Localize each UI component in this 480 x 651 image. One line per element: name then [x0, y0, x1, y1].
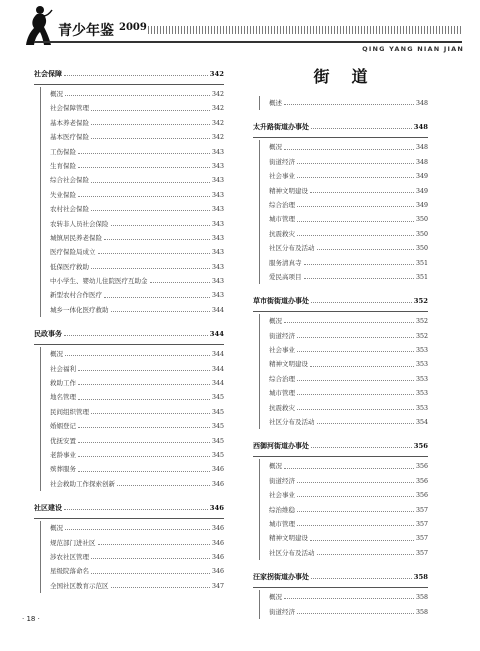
toc-entry[interactable] [50, 448, 224, 462]
toc-entry[interactable] [269, 241, 428, 255]
page-ref: 345 [211, 451, 224, 459]
dot-leader [64, 506, 208, 510]
dot-leader [91, 179, 210, 183]
page-ref: 353 [415, 347, 428, 355]
dot-leader [91, 121, 210, 125]
toc-section-heading[interactable] [253, 569, 428, 588]
page-ref: 343 [211, 263, 224, 271]
page-ref: 342 [211, 105, 224, 113]
entry-label: 概况 [269, 462, 282, 471]
page-ref: 346 [211, 466, 224, 474]
entry-label: 精神文明建设 [269, 360, 308, 369]
dot-leader [297, 508, 414, 512]
toc-entry[interactable] [50, 116, 224, 130]
entry-label: 社会事业 [269, 491, 295, 500]
entry-label: 救助工作 [50, 379, 76, 388]
page-ref: 350 [415, 230, 428, 238]
toc-entry[interactable] [269, 169, 428, 183]
toc-entry[interactable] [269, 212, 428, 226]
entry-label: 殡葬服务 [50, 465, 76, 474]
page-ref: 346 [211, 480, 224, 488]
dot-leader [78, 381, 210, 385]
toc-entry[interactable] [269, 140, 428, 154]
page-ref: 343 [211, 206, 224, 214]
page-ref: 350 [415, 216, 428, 224]
dancer-logo-icon [20, 4, 56, 46]
dot-leader [65, 526, 210, 530]
toc-entry-list [259, 314, 428, 429]
toc-entry[interactable] [50, 101, 224, 115]
dot-leader [78, 150, 210, 154]
dot-leader [117, 482, 210, 486]
entry-label: 概况 [50, 90, 63, 98]
toc-section-heading[interactable] [34, 326, 224, 345]
dot-leader [311, 444, 412, 448]
right-sections [253, 119, 428, 619]
dot-leader [311, 575, 412, 579]
toc-section [34, 500, 224, 593]
chapter-intro-list [259, 96, 428, 110]
dot-leader [65, 92, 210, 96]
dot-leader [310, 189, 414, 193]
entry-label: 生育保险 [50, 161, 76, 170]
page-ref: 358 [413, 573, 428, 582]
entry-label: 综合治理 [269, 200, 295, 209]
entry-label: 城镇居民养老保险 [50, 233, 102, 242]
toc-entry[interactable] [50, 274, 224, 288]
toc-section [34, 326, 224, 491]
entry-label: 综合治理 [269, 374, 295, 383]
toc-entry[interactable] [269, 270, 428, 284]
page-ref: 353 [415, 361, 428, 369]
dot-leader [284, 319, 414, 323]
toc-entry-list [259, 140, 428, 284]
toc-section-heading[interactable] [253, 119, 428, 138]
entry-label: 城市管理 [269, 215, 295, 224]
entry-label: 民间组织管理 [50, 407, 89, 416]
page-ref: 354 [415, 419, 428, 427]
page-ref: 343 [211, 220, 224, 228]
page-ref: 344 [211, 380, 224, 388]
toc-entry[interactable] [269, 546, 428, 560]
page-ref: 357 [415, 535, 428, 543]
entry-label: 服务清真寺 [269, 258, 302, 267]
entry-label: 概况 [269, 317, 282, 326]
dot-leader [297, 334, 414, 338]
dot-leader [91, 265, 210, 269]
entry-label: 概况 [50, 524, 63, 533]
dot-leader [111, 584, 210, 588]
page-ref: 358 [415, 594, 428, 602]
entry-label: 全国社区教育示范区 [50, 581, 109, 590]
toc-entry-list [40, 347, 224, 491]
toc-entry[interactable] [50, 347, 224, 361]
entry-label: 星级院落命名 [50, 567, 89, 576]
dot-leader [311, 299, 412, 303]
dot-leader [64, 72, 208, 76]
page-ref: 346 [209, 504, 224, 513]
page-ref: 348 [415, 100, 428, 107]
page-ref: 356 [413, 442, 428, 451]
dot-leader [284, 595, 414, 599]
entry-label: 中小学生、婴幼儿住院医疗互助金 [50, 277, 148, 286]
toc-entry[interactable] [269, 155, 428, 169]
page-ref: 349 [415, 201, 428, 209]
toc-entry[interactable] [50, 188, 224, 202]
yearbook-title: 青少年鉴 [58, 23, 114, 39]
page-ref: 353 [415, 404, 428, 412]
dot-leader [78, 164, 210, 168]
entry-label: 老龄事业 [50, 450, 76, 459]
toc-entry[interactable] [50, 564, 224, 578]
toc-entry[interactable] [50, 521, 224, 535]
dot-leader [104, 294, 210, 298]
dot-leader [297, 377, 414, 381]
toc-entry[interactable] [50, 303, 224, 317]
dot-leader [111, 222, 210, 226]
toc-entry[interactable] [50, 405, 224, 419]
page-ref: 342 [211, 91, 224, 98]
entry-label: 涉农社区管理 [50, 552, 89, 561]
toc-entry[interactable] [269, 531, 428, 545]
page-ref: 343 [211, 278, 224, 286]
dot-leader [65, 352, 210, 356]
toc-entry[interactable] [50, 376, 224, 390]
dot-leader [91, 570, 210, 574]
toc-entry[interactable] [50, 260, 224, 274]
entry-label: 爱民高项目 [269, 272, 302, 281]
dot-leader [98, 541, 210, 545]
toc-section-heading[interactable] [34, 500, 224, 519]
yearbook-year: 2009 [119, 22, 147, 33]
toc-section-heading[interactable] [253, 438, 428, 457]
dot-leader [311, 125, 412, 129]
section-title: 汪家拐街道办事处 [253, 572, 309, 582]
page-ref: 343 [211, 234, 224, 242]
entry-label: 地名管理 [50, 393, 76, 402]
toc-entry[interactable] [269, 372, 428, 386]
entry-label: 抗震救灾 [269, 403, 295, 412]
toc-entry[interactable] [50, 477, 224, 491]
dot-leader [64, 332, 208, 336]
toc-entry[interactable] [269, 256, 428, 270]
toc-entry[interactable] [50, 362, 224, 376]
toc-entry[interactable] [50, 159, 224, 173]
dot-leader [297, 348, 414, 352]
page-ref: 346 [211, 553, 224, 561]
dot-leader [317, 246, 414, 250]
toc-entry[interactable] [269, 401, 428, 415]
toc-section [253, 569, 428, 619]
entry-label: 失业保险 [50, 190, 76, 199]
entry-label: 社会救助工作探索创新 [50, 479, 115, 488]
dot-leader [78, 468, 210, 472]
entry-label: 社会保障管理 [50, 104, 89, 113]
page-ref: 343 [211, 292, 224, 300]
page-ref: 357 [415, 520, 428, 528]
dot-leader [91, 207, 210, 211]
dot-leader [111, 308, 210, 312]
entry-label: 城市管理 [269, 389, 295, 398]
header-pattern-band [148, 26, 462, 34]
page-ref: 347 [211, 582, 224, 590]
toc-entry[interactable] [269, 590, 428, 604]
entry-label: 综治维稳 [269, 505, 295, 514]
toc-entry[interactable] [50, 130, 224, 144]
entry-label: 社区分布及活动 [269, 548, 315, 557]
toc-section-heading[interactable] [253, 293, 428, 312]
entry-label: 社区分布及活动 [269, 244, 315, 253]
entry-label: 农村社会保险 [50, 205, 89, 214]
entry-label: 规范部门进社区 [50, 538, 96, 547]
page-number: · 18 · [22, 615, 40, 623]
toc-entry[interactable] [50, 245, 224, 259]
entry-label: 精神文明建设 [269, 534, 308, 543]
page-ref: 353 [415, 390, 428, 398]
page-ref: 353 [415, 375, 428, 383]
toc-entry[interactable] [269, 386, 428, 400]
dot-leader [91, 135, 210, 139]
toc-entry[interactable] [269, 357, 428, 371]
page-ref: 343 [211, 249, 224, 257]
entry-label: 街道经济 [269, 157, 295, 166]
toc-entry[interactable] [269, 415, 428, 429]
toc-entry[interactable] [50, 419, 224, 433]
page-ref: 348 [415, 144, 428, 152]
entry-label: 城乡一体化医疗救助 [50, 305, 109, 314]
dot-leader [310, 363, 414, 367]
entry-label: 农转非人员社会保险 [50, 219, 109, 228]
toc-section [253, 119, 428, 284]
page-ref: 356 [415, 492, 428, 500]
dot-leader [284, 101, 414, 105]
dot-leader [150, 279, 210, 283]
section-title: 民政事务 [34, 329, 62, 339]
dot-leader [297, 232, 414, 236]
page-ref: 345 [211, 437, 224, 445]
page-ref: 348 [415, 158, 428, 166]
dot-leader [104, 236, 210, 240]
toc-entry[interactable] [269, 605, 428, 619]
toc-entry[interactable] [50, 462, 224, 476]
entry-label: 综合社会保险 [50, 176, 89, 185]
page-ref: 356 [415, 477, 428, 485]
header-pinyin: QING YANG NIAN JIAN [362, 45, 464, 53]
toc-entry[interactable] [50, 217, 224, 231]
entry-label: 城市管理 [269, 519, 295, 528]
page-ref: 343 [211, 177, 224, 185]
entry-label: 社会事业 [269, 346, 295, 355]
entry-label: 街道经济 [269, 607, 295, 616]
entry-label: 基本医疗保险 [50, 133, 89, 142]
toc-entry-list [40, 521, 224, 593]
toc-section [34, 66, 224, 317]
entry-label: 概况 [50, 350, 63, 359]
section-title: 草市街街道办事处 [253, 296, 309, 306]
page-ref: 343 [211, 148, 224, 156]
dot-leader [91, 555, 210, 559]
dot-leader [297, 391, 414, 395]
dot-leader [297, 493, 414, 497]
page-ref: 357 [415, 549, 428, 557]
page-ref: 344 [211, 351, 224, 359]
entry-label: 新型农村合作医疗 [50, 291, 102, 300]
page-ref: 350 [415, 245, 428, 253]
toc-entry-list [40, 87, 224, 317]
toc-entry[interactable] [50, 231, 224, 245]
page-ref: 346 [211, 525, 224, 533]
page-ref: 344 [211, 306, 224, 314]
page-ref: 345 [211, 423, 224, 431]
toc-entry-list [259, 590, 428, 619]
dot-leader [317, 551, 414, 555]
toc-entry-list [259, 459, 428, 560]
toc-entry[interactable] [269, 227, 428, 241]
page-ref: 342 [211, 119, 224, 127]
dot-leader [297, 406, 414, 410]
page-ref: 344 [211, 365, 224, 373]
dot-leader [78, 424, 210, 428]
dot-leader [91, 410, 210, 414]
page-ref: 351 [415, 259, 428, 267]
section-title: 太升路街道办事处 [253, 122, 309, 132]
entry-label: 街道经济 [269, 331, 295, 340]
entry-label: 社会福利 [50, 364, 76, 373]
toc-entry[interactable] [269, 517, 428, 531]
header-rule [34, 41, 462, 43]
entry-label: 低保医疗救助 [50, 262, 89, 271]
dot-leader [91, 107, 210, 111]
entry-label: 工伤保险 [50, 147, 76, 156]
dot-leader [78, 193, 210, 197]
dot-leader [78, 439, 210, 443]
chapter-heading: 街道 [313, 67, 390, 86]
page-ref: 344 [209, 330, 224, 339]
toc-entry[interactable] [269, 503, 428, 517]
page-header [0, 0, 480, 53]
page-ref: 356 [415, 463, 428, 471]
entry-label: 医疗保险局成立 [50, 248, 96, 257]
entry-label: 社区分布及活动 [269, 418, 315, 427]
toc-entry[interactable] [269, 488, 428, 502]
toc-entry[interactable] [269, 343, 428, 357]
dot-leader [304, 261, 414, 265]
toc-entry[interactable] [269, 459, 428, 473]
dot-leader [297, 174, 414, 178]
toc-entry[interactable] [50, 173, 224, 187]
page-ref: 342 [211, 134, 224, 142]
page-ref: 349 [415, 187, 428, 195]
toc-entry[interactable] [269, 314, 428, 328]
dot-leader [297, 479, 414, 483]
toc-entry[interactable] [269, 198, 428, 212]
dot-leader [297, 218, 414, 222]
entry-label: 抗震救灾 [269, 229, 295, 238]
entry-label: 婚姻登记 [50, 422, 76, 431]
dot-leader [78, 453, 210, 457]
page-ref: 346 [211, 539, 224, 547]
dot-leader [98, 250, 210, 254]
toc-entry[interactable] [50, 579, 224, 593]
dot-leader [317, 420, 414, 424]
dot-leader [78, 367, 210, 371]
dot-leader [304, 275, 414, 279]
page-ref: 342 [209, 70, 224, 78]
page-ref: 343 [211, 162, 224, 170]
entry-label: 优抚安置 [50, 436, 76, 445]
toc-entry[interactable] [269, 96, 428, 110]
toc-entry[interactable] [50, 202, 224, 216]
toc-entry[interactable] [50, 390, 224, 404]
entry-label: 概况 [269, 593, 282, 602]
dot-leader [284, 146, 414, 150]
toc-section [253, 438, 428, 560]
dot-leader [284, 465, 414, 469]
page-ref: 352 [415, 332, 428, 340]
dot-leader [297, 160, 414, 164]
toc-section [253, 293, 428, 429]
page-ref: 348 [413, 123, 428, 132]
page-ref: 351 [415, 273, 428, 281]
page-ref: 357 [415, 506, 428, 514]
toc-entry[interactable] [50, 87, 224, 101]
toc-entry[interactable] [269, 329, 428, 343]
entry-label: 概述 [269, 99, 282, 107]
dot-leader [78, 396, 210, 400]
page-ref: 345 [211, 394, 224, 402]
section-title: 西御河街道办事处 [253, 441, 309, 451]
page-ref: 349 [415, 173, 428, 181]
page-ref: 345 [211, 408, 224, 416]
section-title: 社会保障 [34, 69, 62, 78]
page-ref: 352 [413, 297, 428, 306]
section-title: 社区建设 [34, 503, 62, 513]
toc-left-column [34, 66, 224, 602]
entry-label: 基本养老保险 [50, 118, 89, 127]
toc-entry[interactable] [50, 145, 224, 159]
page-ref: 343 [211, 191, 224, 199]
toc-entry[interactable] [50, 536, 224, 550]
toc-entry[interactable] [50, 550, 224, 564]
dot-leader [297, 522, 414, 526]
entry-label: 街道经济 [269, 476, 295, 485]
dot-leader [297, 610, 414, 614]
entry-label: 概况 [269, 143, 282, 152]
dot-leader [310, 537, 414, 541]
entry-label: 精神文明建设 [269, 186, 308, 195]
toc-right-column [253, 66, 428, 628]
toc-section-heading[interactable] [34, 66, 224, 85]
page-ref: 346 [211, 568, 224, 576]
toc-entry[interactable] [50, 288, 224, 302]
toc-entry[interactable] [269, 184, 428, 198]
dot-leader [297, 203, 414, 207]
page-ref: 358 [415, 608, 428, 616]
toc-entry[interactable] [269, 474, 428, 488]
toc-entry[interactable] [50, 434, 224, 448]
entry-label: 社会事业 [269, 172, 295, 181]
page-ref: 352 [415, 318, 428, 326]
